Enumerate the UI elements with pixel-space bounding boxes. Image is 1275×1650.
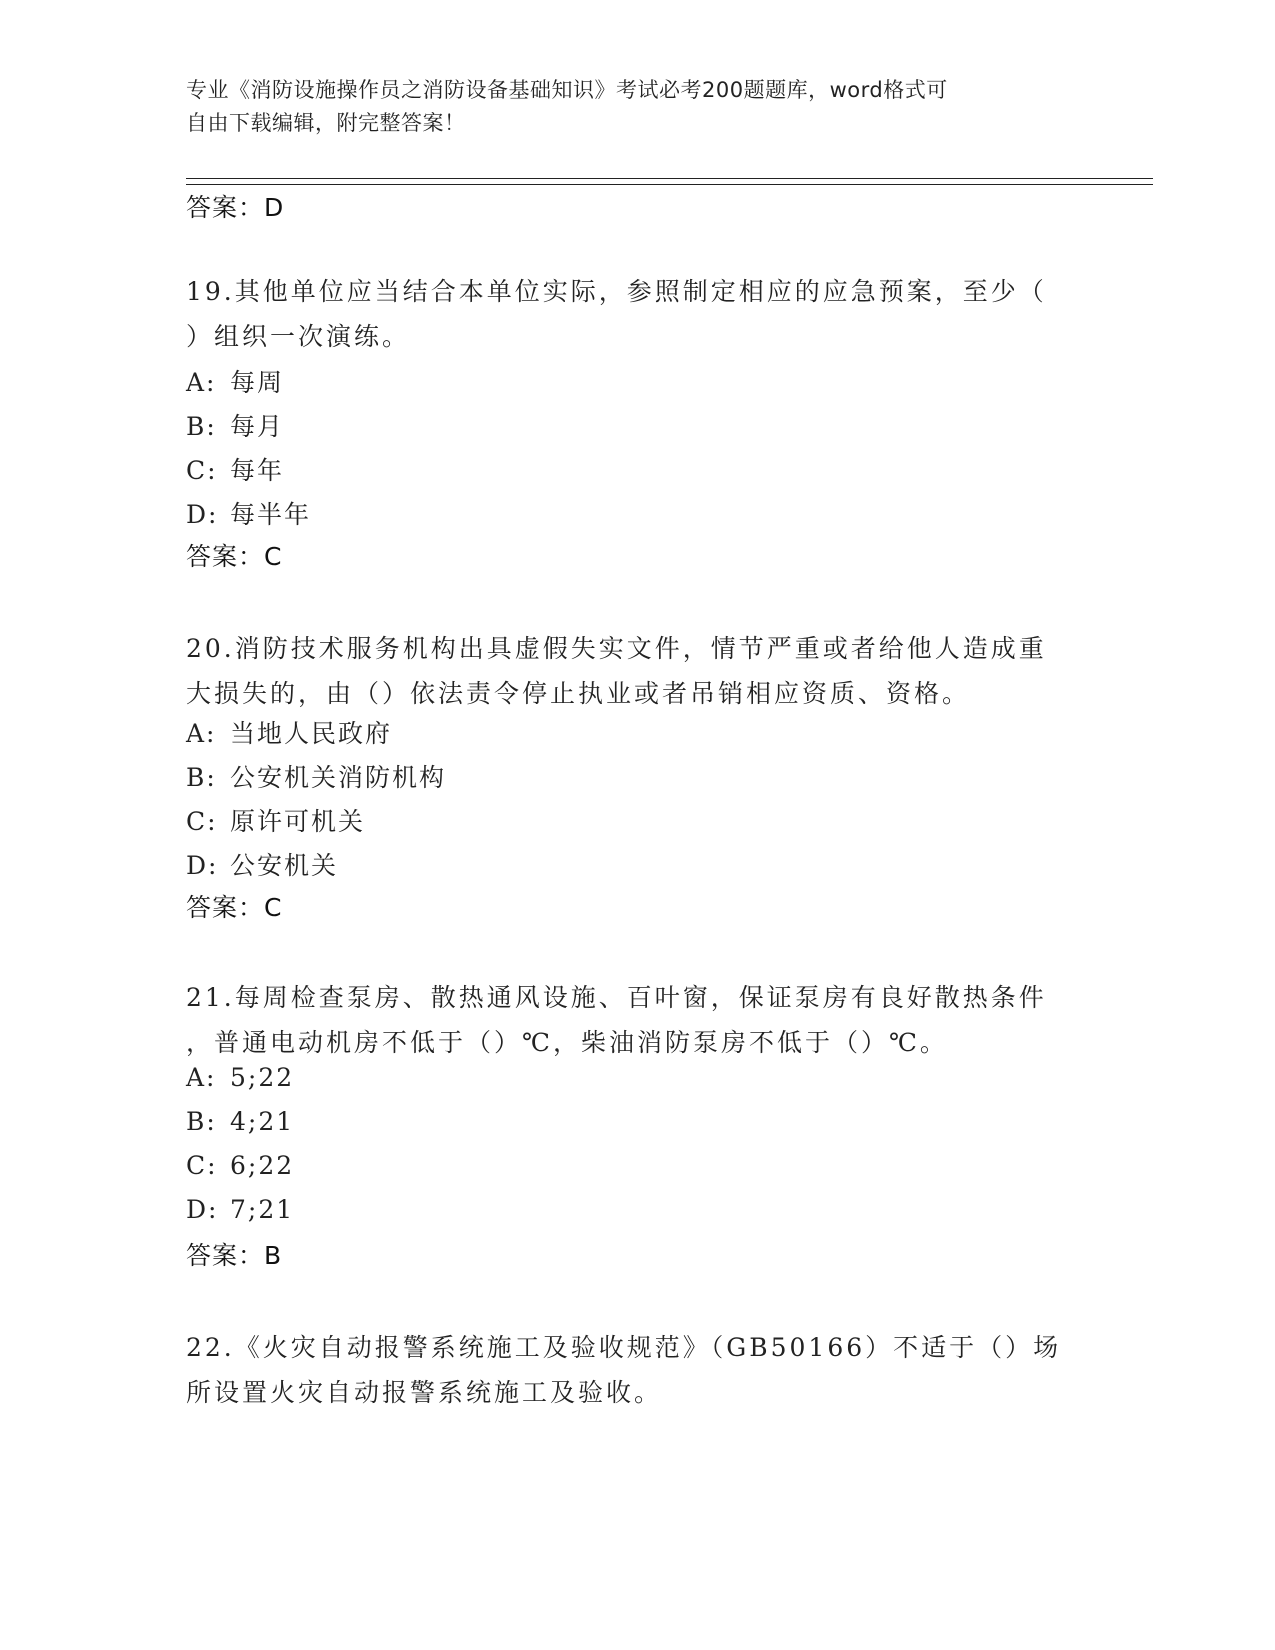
question-20-option-c — [186, 802, 365, 838]
question-stem-line: 20.消防技术服务机构出具虚假失实文件，情节严重或者给他人造成重 — [186, 634, 1047, 663]
option-text: 公安机关 — [230, 851, 339, 880]
question-21-option-c — [186, 1151, 294, 1180]
option-key: A: — [186, 1063, 217, 1092]
option-text: 5;22 — [230, 1063, 295, 1092]
question-19-option-c — [186, 451, 284, 487]
question-stem-line: ）组织一次演练。 — [186, 322, 411, 351]
question-21-stem — [186, 975, 1047, 1065]
option-text: 当地人民政府 — [230, 719, 393, 748]
option-key: C: — [186, 807, 218, 836]
option-text: 原许可机关 — [230, 807, 366, 836]
question-20-option-b — [186, 758, 446, 794]
header-divider-bottom — [186, 184, 1153, 185]
question-stem-line: 19.其他单位应当结合本单位实际，参照制定相应的应急预案，至少（ — [186, 277, 1047, 306]
header-line-1: 专业《消防设施操作员之消防设备基础知识》考试必考200题题库，word格式可 — [186, 78, 948, 102]
question-19-option-d — [186, 495, 311, 531]
answer-prev: 答案：D — [186, 193, 285, 222]
question-20-stem — [186, 626, 1047, 716]
question-22-stem — [186, 1325, 1061, 1415]
option-key: B: — [186, 1107, 217, 1136]
option-text: 4;21 — [230, 1107, 295, 1136]
question-stem-line: ，普通电动机房不低于（）℃，柴油消防泵房不低于（）℃。 — [186, 1028, 948, 1057]
header-divider-top — [186, 178, 1153, 179]
option-text: 每半年 — [230, 500, 312, 529]
question-21-option-d — [186, 1195, 294, 1224]
option-key: C: — [186, 1151, 218, 1180]
option-key: D: — [186, 1195, 219, 1224]
option-key: D: — [186, 500, 219, 529]
option-key: B: — [186, 763, 217, 792]
question-21-answer: 答案：B — [186, 1241, 283, 1270]
option-text: 每月 — [230, 412, 285, 441]
option-text: 每周 — [230, 368, 285, 397]
option-text: 每年 — [230, 456, 285, 485]
option-key: B: — [186, 412, 217, 441]
question-stem-line: 大损失的，由（）依法责令停止执业或者吊销相应资质、资格。 — [186, 679, 971, 708]
option-key: A: — [186, 719, 217, 748]
question-19-answer: 答案：C — [186, 542, 283, 571]
question-19-option-b — [186, 407, 284, 443]
question-21-option-b — [186, 1107, 294, 1136]
document-header — [186, 74, 1066, 140]
option-text: 7;21 — [230, 1195, 295, 1224]
question-20-answer: 答案：C — [186, 893, 283, 922]
question-stem-line: 所设置火灾自动报警系统施工及验收。 — [186, 1378, 663, 1407]
question-19-option-a — [186, 363, 284, 399]
option-key: C: — [186, 456, 218, 485]
option-text: 公安机关消防机构 — [230, 763, 447, 792]
header-line-2: 自由下载编辑，附完整答案！ — [186, 111, 466, 135]
option-text: 6;22 — [230, 1151, 295, 1180]
question-stem-line: 21.每周检查泵房、散热通风设施、百叶窗，保证泵房有良好散热条件 — [186, 983, 1047, 1012]
question-21-option-a — [186, 1063, 294, 1092]
question-20-option-a — [186, 714, 392, 750]
question-20-option-d — [186, 846, 338, 882]
question-stem-line: 22.《火灾自动报警系统施工及验收规范》（GB50166）不适于（）场 — [186, 1333, 1062, 1362]
question-19-stem — [186, 269, 1047, 359]
option-key: A: — [186, 368, 217, 397]
option-key: D: — [186, 851, 219, 880]
